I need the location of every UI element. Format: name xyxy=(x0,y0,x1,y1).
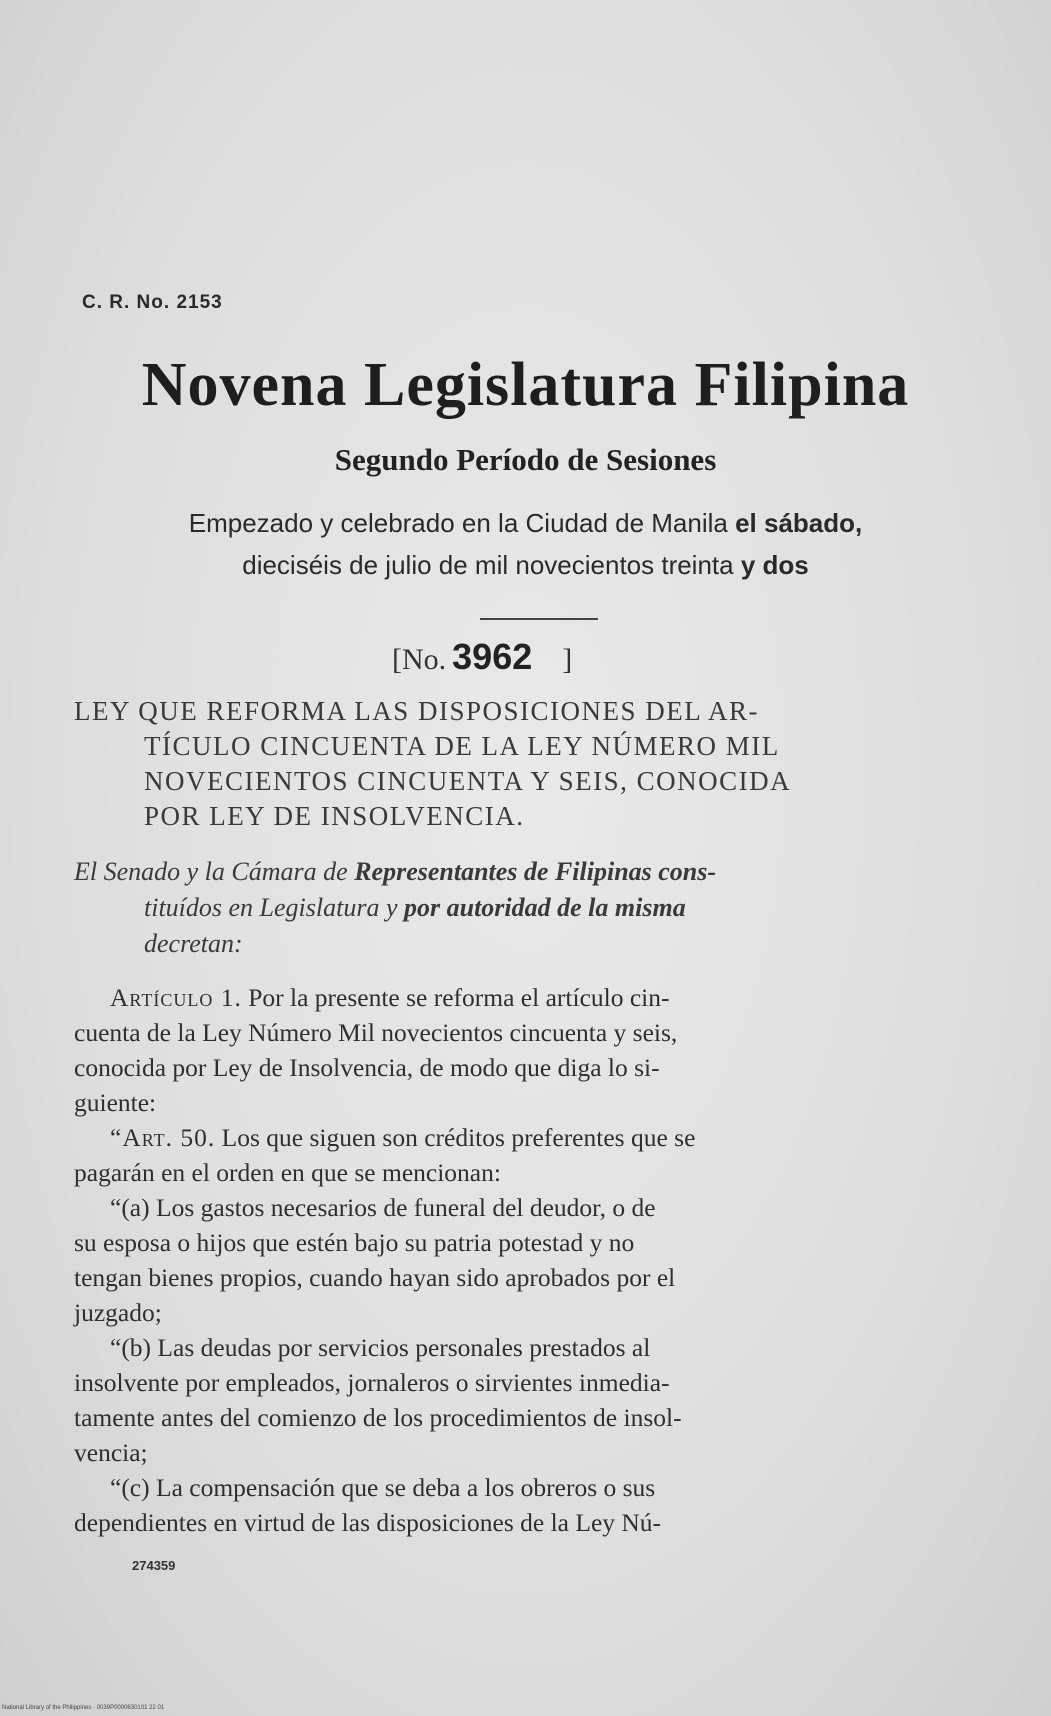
intro-line-2-bold: y dos xyxy=(740,550,809,580)
clause-c-line: “(c) La compensación que se deba a los obreros o sus xyxy=(110,1473,656,1502)
intro-line-1 xyxy=(0,508,1051,539)
clause-b-line: tamente antes del comienzo de los procedimientos de insol- xyxy=(74,1403,682,1432)
article-1-line: conocida por Ley de Insolvencia, de modo que diga lo si- xyxy=(74,1053,660,1082)
article-1-line: cuenta de la Ley Número Mil novecientos cincuenta y seis, xyxy=(74,1018,678,1047)
separator-rule xyxy=(480,618,598,620)
clause-b-line: vencia; xyxy=(74,1438,148,1467)
intro-line-1-bold: el sábado, xyxy=(735,508,863,538)
clause-a-line: tengan bienes propios, cuando hayan sido aprobados por el xyxy=(74,1263,676,1292)
clause-a-line: su esposa o hijos que estén bajo su patria potestad y no xyxy=(74,1228,635,1257)
article-1-line: guiente: xyxy=(74,1088,157,1117)
law-caption-line: NOVECIENTOS CINCUENTA Y SEIS, CONOCIDA xyxy=(144,766,792,796)
article-50-label: “Art. 50. xyxy=(110,1123,216,1152)
enacting-line-1 xyxy=(74,854,954,890)
enacting-line-2-text: tituídos en Legislatura y xyxy=(144,893,404,922)
cr-number: C. R. No. 2153 xyxy=(82,292,223,313)
enacting-clause xyxy=(74,854,954,962)
law-number xyxy=(392,636,572,678)
law-caption-line: LEY QUE REFORMA LAS DISPOSICIONES DEL AR- xyxy=(74,696,760,726)
intro-line-2 xyxy=(0,550,1051,581)
article-1-line xyxy=(74,980,954,1015)
enacting-line-2 xyxy=(74,890,954,926)
session-subtitle: Segundo Período de Sesiones xyxy=(334,442,717,477)
article-1-label: Artículo 1. xyxy=(110,983,242,1012)
library-credit: National Library of the Philippines · 0039P0000630101 22 01 xyxy=(2,1705,165,1711)
law-number-suffix: ] xyxy=(562,643,573,676)
article-50-text: Los que siguen son créditos preferentes que se xyxy=(215,1123,696,1152)
clause-b-line: “(b) Las deudas por servicios personales prestados al xyxy=(110,1333,651,1362)
law-number-handwritten: 3962 xyxy=(452,636,533,677)
intro-line-1-text: Empezado y celebrado en la Ciudad de Manila xyxy=(188,508,736,538)
clause-b-line: insolvente por empleados, jornaleros o sirvientes inmedia- xyxy=(74,1368,670,1397)
enacting-line-2-bold: por autoridad de la misma xyxy=(404,893,686,922)
law-body xyxy=(74,980,954,1540)
article-1-text: Por la presente se reforma el artículo cin- xyxy=(241,983,670,1012)
article-50-line: pagarán en el orden en que se mencionan: xyxy=(74,1158,501,1187)
law-caption xyxy=(74,694,944,834)
intro-line-2-text: dieciséis de julio de mil novecientos treinta xyxy=(242,550,741,580)
clause-a-line: juzgado; xyxy=(74,1298,162,1327)
enacting-line-1-text: El Senado y la Cámara de xyxy=(74,857,355,886)
legislature-title: Novena Legislatura Filipina xyxy=(141,351,910,419)
law-caption-line: POR LEY DE INSOLVENCIA. xyxy=(144,801,525,831)
print-number: 274359 xyxy=(132,1558,176,1573)
article-50-line xyxy=(74,1120,954,1155)
enacting-line-3: decretan: xyxy=(144,929,243,958)
clause-c-line: dependientes en virtud de las disposiciones de la Ley Nú- xyxy=(74,1508,662,1537)
enacting-line-1-bold: Representantes de Filipinas cons- xyxy=(354,857,717,886)
law-number-prefix: [No. xyxy=(392,643,447,676)
clause-a-line: “(a) Los gastos necesarios de funeral del deudor, o de xyxy=(110,1193,656,1222)
law-caption-line: TÍCULO CINCUENTA DE LA LEY NÚMERO MIL xyxy=(144,731,780,761)
